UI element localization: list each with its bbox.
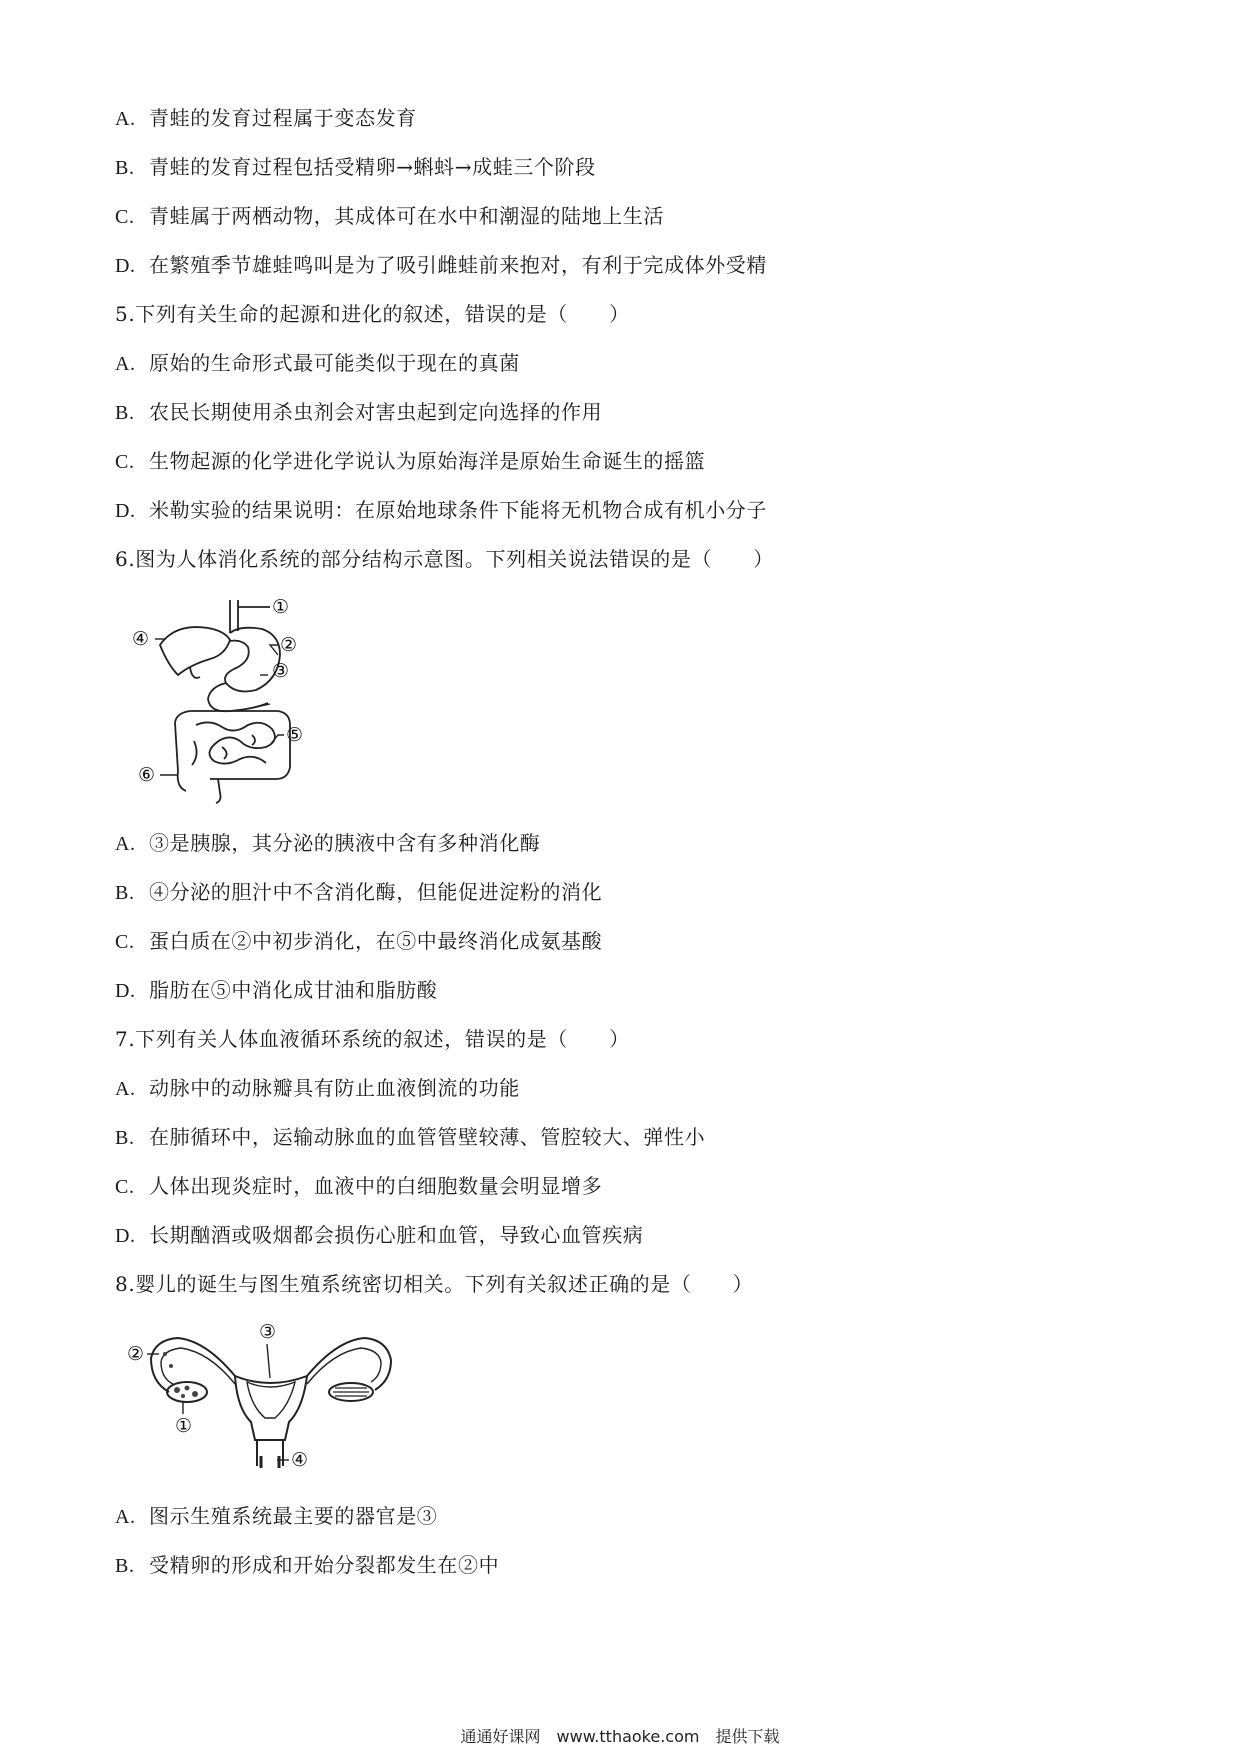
- q8-option-a: [115, 1503, 437, 1530]
- q5-option-b: [115, 399, 602, 426]
- q7-option-c: [115, 1173, 602, 1200]
- option-label: A.: [115, 108, 136, 130]
- option-label: B.: [115, 157, 135, 179]
- q4-option-b: [115, 154, 596, 181]
- option-label: C.: [115, 1176, 135, 1198]
- q6-option-b: [115, 879, 602, 906]
- page-footer: 通通好课网 www.tthaoke.com 提供下载: [460, 1727, 780, 1746]
- option-label: D.: [115, 1225, 136, 1247]
- tube-dot: [163, 1352, 167, 1356]
- left-fallopian-tube-shape: [151, 1338, 235, 1392]
- q8-option-b: [115, 1552, 499, 1579]
- option-label: A.: [115, 833, 136, 855]
- small-intestine-shape: [192, 722, 275, 765]
- large-intestine-shape: [175, 711, 290, 779]
- option-text: 农民长期使用杀虫剂会对害虫起到定向选择的作用: [149, 400, 603, 424]
- option-text: 原始的生命形式最可能类似于现在的真菌: [149, 351, 520, 375]
- follicle-dot: [185, 1386, 190, 1391]
- figure-label: ④: [132, 628, 150, 650]
- gallbladder-shape: [190, 667, 200, 678]
- q7-option-b: [115, 1124, 705, 1151]
- q5-stem: 5.下列有关生命的起源和进化的叙述，错误的是（ ）: [115, 302, 630, 326]
- pointer-line-2: [270, 645, 278, 655]
- uterine-cavity-shape: [247, 1382, 295, 1418]
- left-ovary-shape: [167, 1382, 207, 1402]
- option-label: A.: [115, 1078, 136, 1100]
- appendix-shape: [178, 771, 186, 791]
- pointer-line-3: [242, 704, 270, 710]
- option-text: 青蛙的发育过程包括受精卵→蝌蚪→成蛙三个阶段: [149, 155, 596, 179]
- vagina-wall-shape: [261, 1456, 279, 1468]
- option-text: 生物起源的化学进化学说认为原始海洋是原始生命诞生的摇篮: [149, 449, 706, 473]
- option-text: ④分泌的胆汁中不含消化酶，但能促进淀粉的消化: [149, 880, 603, 904]
- q6-option-a: [115, 830, 540, 857]
- tube-dot: [169, 1364, 173, 1368]
- option-label: D.: [115, 980, 136, 1002]
- q7-option-d: [115, 1222, 643, 1249]
- option-text: 受精卵的形成和开始分裂都发生在②中: [149, 1553, 500, 1577]
- figure-label: ②: [127, 1343, 145, 1365]
- right-ovary-lines: [333, 1388, 369, 1396]
- q5-option-c: [115, 448, 705, 475]
- figure-label: ①: [272, 596, 290, 618]
- option-text: 长期酗酒或吸烟都会损伤心脏和血管，导致心血管疾病: [149, 1223, 644, 1247]
- option-text: 脂肪在⑤中消化成甘油和脂肪酸: [149, 978, 438, 1002]
- option-label: C.: [115, 931, 135, 953]
- digestive-system-figure: [130, 595, 350, 805]
- option-text: 人体出现炎症时，血液中的白细胞数量会明显增多: [149, 1174, 603, 1198]
- option-label: B.: [115, 402, 135, 424]
- liver-shape: [160, 627, 230, 675]
- digestive-system-diagram: [130, 595, 350, 805]
- option-text: 在肺循环中，运输动脉血的血管管壁较薄、管腔较大、弹性小: [149, 1125, 706, 1149]
- reproductive-system-diagram: [125, 1318, 415, 1478]
- option-label: B.: [115, 1127, 135, 1149]
- figure-label: ④: [291, 1449, 309, 1471]
- option-text: 在繁殖季节雄蛙鸣叫是为了吸引雌蛙前来抱对，有利于完成体外受精: [149, 253, 767, 277]
- esophagus-shape: [230, 600, 238, 633]
- option-label: D.: [115, 255, 136, 277]
- right-fallopian-tube-inner-shape: [307, 1348, 381, 1384]
- q5-option-d: [115, 497, 767, 524]
- figure-label: ②: [280, 634, 298, 656]
- option-text: 青蛙属于两栖动物，其成体可在水中和潮湿的陆地上生活: [149, 204, 664, 228]
- rectum-shape: [216, 779, 221, 803]
- follicle-dot: [181, 1394, 185, 1398]
- q4-option-a: [115, 105, 417, 132]
- figure-label: ③: [272, 660, 290, 682]
- figure-label: ①: [175, 1415, 193, 1437]
- follicle-dot: [192, 1391, 198, 1397]
- q6-option-d: [115, 977, 437, 1004]
- option-label: D.: [115, 500, 136, 522]
- option-text: ③是胰腺，其分泌的胰液中含有多种消化酶: [149, 831, 541, 855]
- option-label: B.: [115, 882, 135, 904]
- q7-option-a: [115, 1075, 520, 1102]
- option-label: A.: [115, 1506, 136, 1528]
- follicle-dot: [174, 1387, 180, 1393]
- figure-label: ⑤: [286, 724, 304, 746]
- q4-option-c: [115, 203, 664, 230]
- figure-label: ③: [259, 1321, 277, 1343]
- option-label: C.: [115, 206, 135, 228]
- q6-option-c: [115, 928, 602, 955]
- q5-option-a: [115, 350, 520, 377]
- reproductive-system-figure: [125, 1318, 415, 1478]
- option-text: 米勒实验的结果说明：在原始地球条件下能将无机物合成有机小分子: [149, 498, 767, 522]
- q6-stem: 6.图为人体消化系统的部分结构示意图。下列相关说法错误的是（ ）: [115, 547, 774, 571]
- q4-option-d: [115, 252, 767, 279]
- option-label: C.: [115, 451, 135, 473]
- q8-stem: 8.婴儿的诞生与图生殖系统密切相关。下列有关叙述正确的是（ ）: [115, 1272, 754, 1296]
- figure-label: ⑥: [138, 764, 156, 786]
- q7-stem: 7.下列有关人体血液循环系统的叙述，错误的是（ ）: [115, 1027, 630, 1051]
- option-text: 动脉中的动脉瓣具有防止血液倒流的功能: [149, 1076, 520, 1100]
- option-text: 图示生殖系统最主要的器官是③: [149, 1504, 438, 1528]
- option-text: 青蛙的发育过程属于变态发育: [149, 106, 417, 130]
- uterus-shape: [235, 1376, 307, 1440]
- option-text: 蛋白质在②中初步消化，在⑤中最终消化成氨基酸: [149, 929, 603, 953]
- pointer-line-3: [267, 1344, 270, 1378]
- option-label: A.: [115, 353, 136, 375]
- option-label: B.: [115, 1555, 135, 1577]
